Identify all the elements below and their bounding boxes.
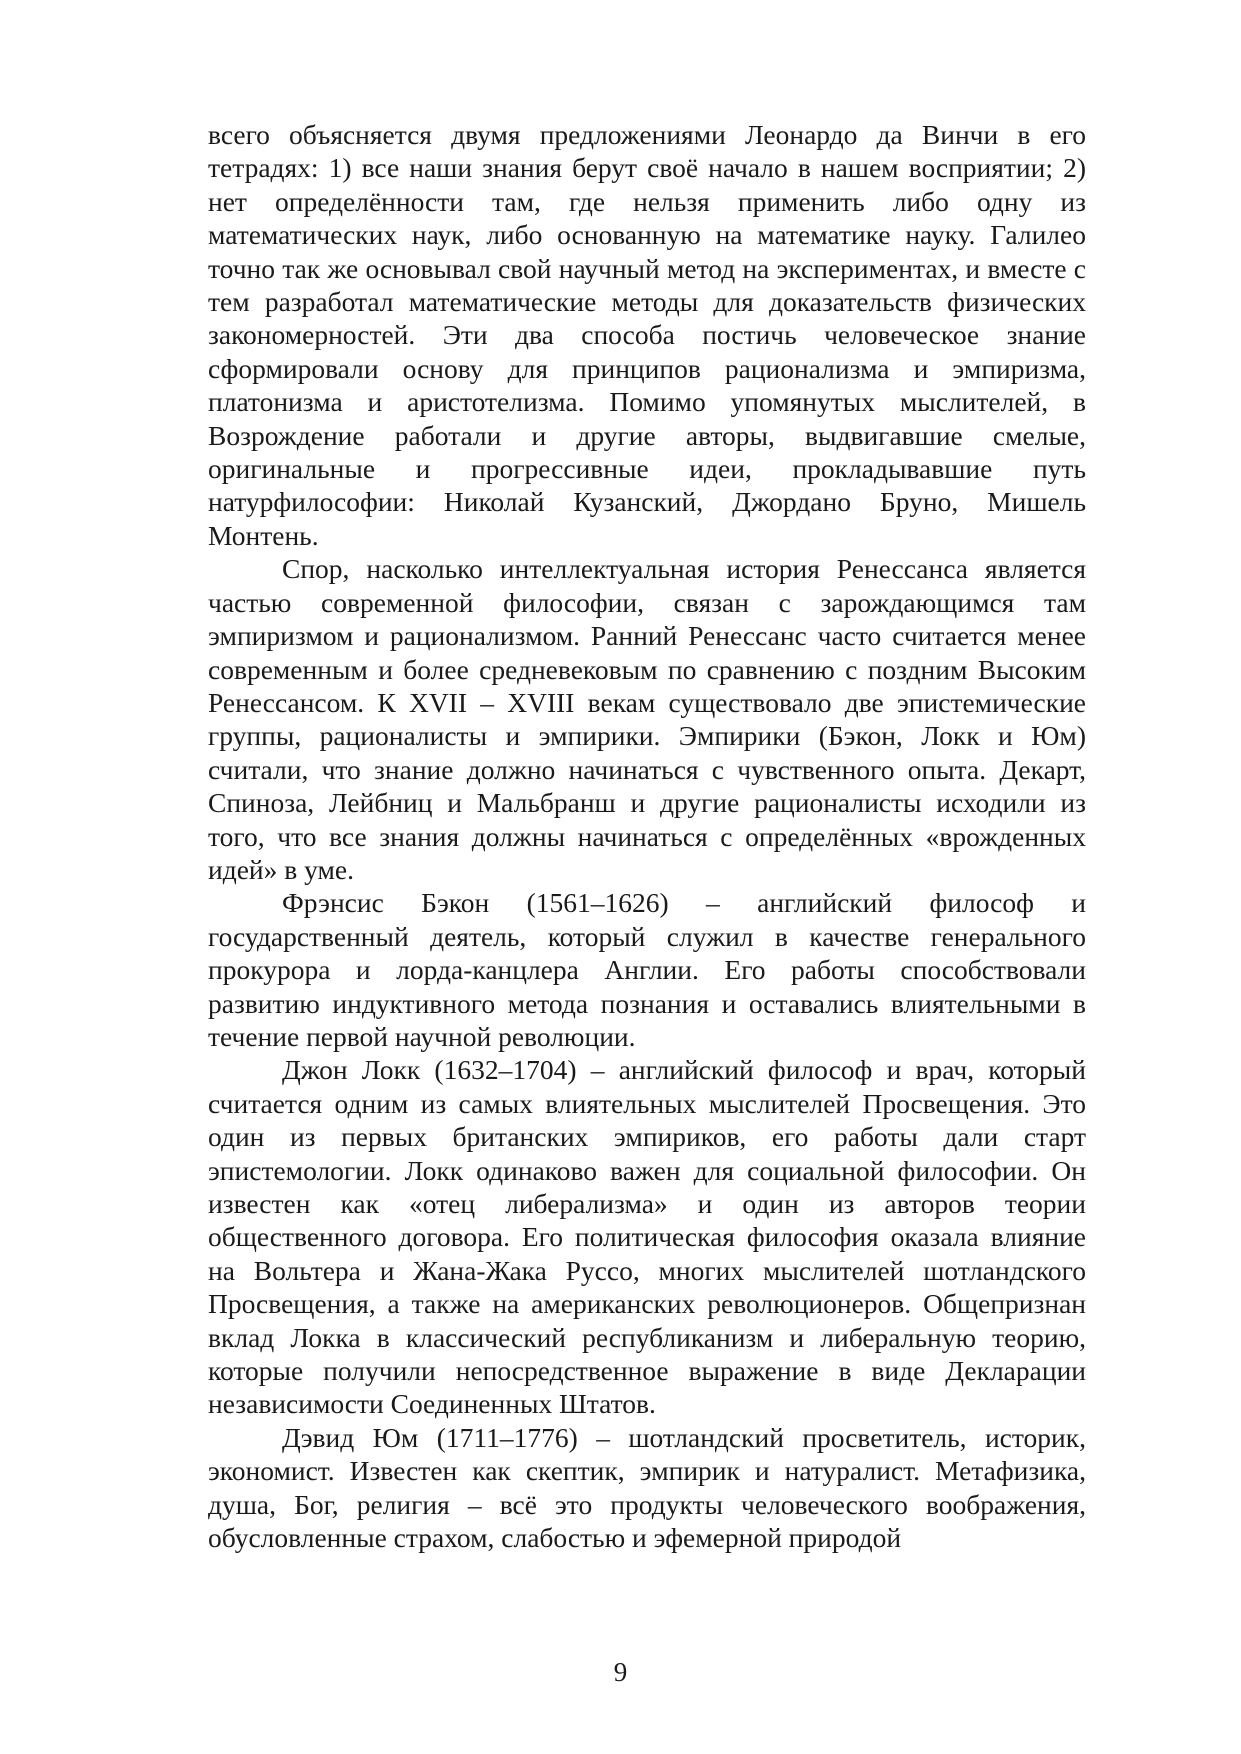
paragraph-4: Джон Локк (1632–1704) – английский философ и врач, который считается одним из самых влиятельных мыслителей Просвещения. Это один из первых британских эмпириков, его работы дали старт эпистемологии. Локк одинаково важен для социальной философии. Он известен как «отец либерализма» и один из авторов теории общественного договора. Его политическая философия оказала влияние на Вольтера и Жана-Жака Руссо, многих мыслителей шотландского Просвещения, а также на американских революционеров. Общепризнан вклад Локка в классический республиканизм и либеральную теорию, которые получили непосредственное выражение в виде Декларации независимости Соединенных Штатов. xyxy=(208,1054,1086,1420)
paragraph-3: Фрэнсис Бэкон (1561–1626) – английский философ и государственный деятель, который служил в качестве генерального прокурора и лорда-канцлера Англии. Его работы способствовали развитию индуктивного метода познания и оставались влиятельными в течение первой научной революции. xyxy=(208,887,1086,1052)
paragraph-5: Дэвид Юм (1711–1776) – шотландский просветитель, историк, экономист. Известен как скептик, эмпирик и натуралист. Метафизика, душа, Бог, религия – всё это продукты человеческого воображения, обусловленные страхом, слабостью и эфемерной природой xyxy=(208,1421,1086,1554)
body-text xyxy=(208,118,1086,1554)
paragraph-2: Спор, насколько интеллектуальная история Ренессанса является частью современной философии, связан с зарождающимся там эмпиризмом и рационализмом. Ранний Ренессанс часто считается менее современным и более средневековым по сравнению с поздним Высоким Ренессансом. К XVII – XVIII векам существовало две эпистемические группы, рационалисты и эмпирики. Эмпирики (Бэкон, Локк и Юм) считали, что знание должно начинаться с чувственного опыта. Декарт, Спиноза, Лейбниц и Мальбранш и другие рационалисты исходили из того, что все знания должны начинаться с определённых «врожденных идей» в уме. xyxy=(208,553,1086,885)
paragraph-1: всего объясняется двумя предложениями Леонардо да Винчи в его тетрадях: 1) все наши знания берут своё начало в нашем восприятии; 2) нет определённости там, где нельзя применить либо одну из математических наук, либо основанную на математике науку. Галилео точно так же основывал свой научный метод на экспериментах, и вместе с тем разработал математические методы для доказательств физических закономерностей. Эти два способа постичь человеческое знание сформировали основу для принципов рационализма и эмпиризма, платонизма и аристотелизма. Помимо упомянутых мыслителей, в Возрождение работали и другие авторы, выдвигавшие смелые, оригинальные и прогрессивные идеи, прокладывавшие путь натурфилософии: Николай Кузанский, Джордано Бруно, Мишель Монтень. xyxy=(208,119,1086,551)
page-number: 9 xyxy=(613,1657,628,1687)
